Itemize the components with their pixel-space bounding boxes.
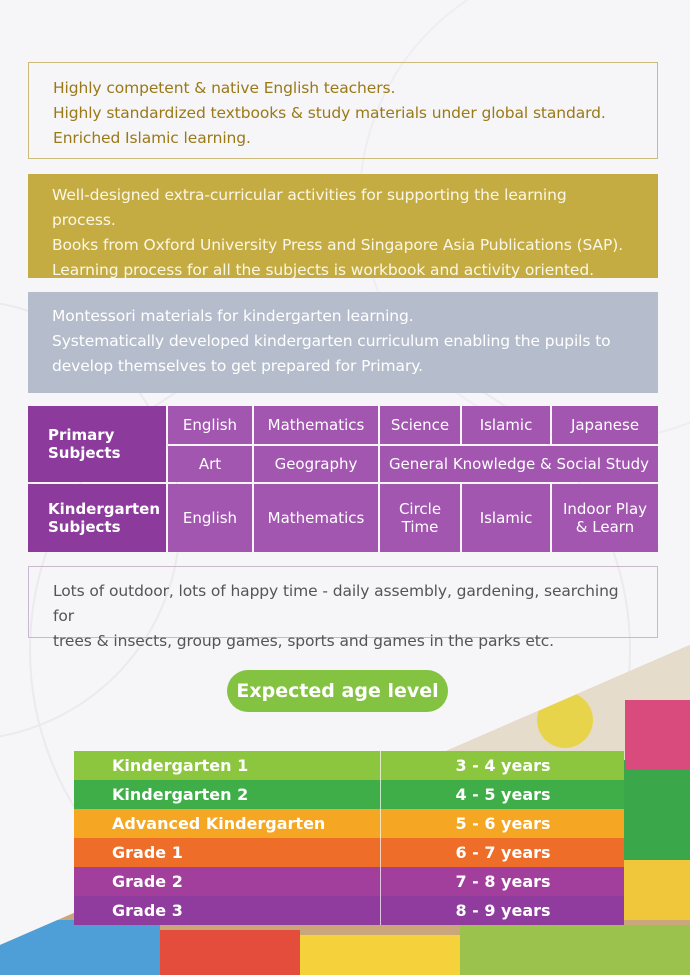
subject-cell: Islamic [462,406,550,444]
feature-line: Highly standardized textbooks & study materials under global standard. [53,104,606,122]
age-years: 4 - 5 years [380,780,625,809]
feature-line: Well-designed extra-curricular activities for supporting the learning process. [52,186,567,229]
age-row [74,809,624,838]
subjects-table [28,406,658,552]
age-level-name: Grade 1 [112,843,183,862]
subject-cell: Mathematics [254,484,378,552]
age-level-title: Expected age level [227,670,448,712]
subject-cell: Art [168,446,252,482]
header-line: Primary [48,426,115,444]
age-years: 7 - 8 years [380,867,625,896]
feature-box-outdoor [28,566,658,650]
age-years: 6 - 7 years [380,838,625,867]
subject-cell: Islamic [462,484,550,552]
subject-cell: Circle Time [380,484,460,552]
feature-line: Highly competent & native English teachers. [53,79,396,97]
age-level-name: Grade 2 [112,872,183,891]
feature-line: Montessori materials for kindergarten learning. [52,307,414,325]
age-years: 3 - 4 years [380,751,625,780]
feature-line: Lots of outdoor, lots of happy time - daily assembly, gardening, searching for [53,582,619,625]
feature-box-activities [28,174,658,278]
age-row [74,780,624,809]
primary-subjects-header [28,406,166,482]
subject-cell: English [168,406,252,444]
subject-cell: General Knowledge & Social Study [380,446,658,482]
header-line: Kindergarten [48,500,161,518]
subject-cell: Science [380,406,460,444]
age-level-name: Advanced Kindergarten [112,814,326,833]
age-row [74,896,624,925]
subject-cell: Geography [254,446,378,482]
feature-line: Systematically developed kindergarten curriculum enabling the pupils to [52,332,611,350]
age-row [74,867,624,896]
feature-line: Enriched Islamic learning. [53,129,251,147]
feature-line: Learning process for all the subjects is workbook and activity oriented. [52,261,594,279]
feature-box-montessori [28,292,658,393]
feature-box-teaching [28,62,658,159]
feature-line: develop themselves to get prepared for Primary. [52,357,423,375]
kindergarten-subjects-header [28,484,166,552]
subject-cell: Mathematics [254,406,378,444]
subject-cell: Japanese [552,406,658,444]
subject-cell: English [168,484,252,552]
age-level-table [74,751,624,925]
feature-line: trees & insects, group games, sports and games in the parks etc. [53,632,554,650]
age-row [74,838,624,867]
age-level-name: Kindergarten 1 [112,756,249,775]
age-years: 8 - 9 years [380,896,625,925]
header-line: Subjects [48,444,121,462]
age-years: 5 - 6 years [380,809,625,838]
header-line: Subjects [48,518,121,536]
subject-cell: Indoor Play & Learn [552,484,658,552]
age-level-name: Kindergarten 2 [112,785,249,804]
feature-line: Books from Oxford University Press and Singapore Asia Publications (SAP). [52,236,624,254]
age-row [74,751,624,780]
age-level-name: Grade 3 [112,901,183,920]
